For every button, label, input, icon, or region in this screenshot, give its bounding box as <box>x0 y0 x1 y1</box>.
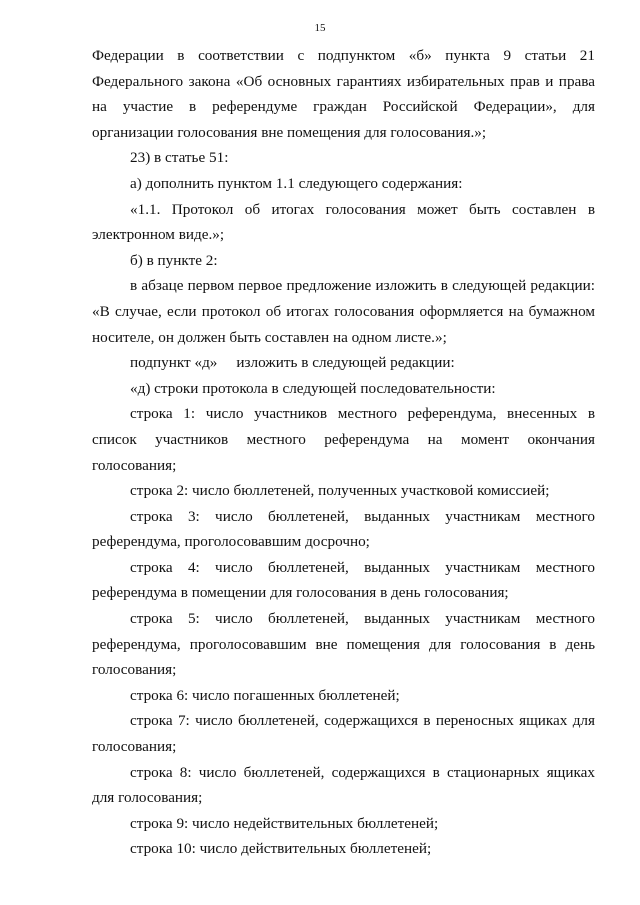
paragraph-13: строка 6: число погашенных бюллетеней; <box>130 686 400 704</box>
paragraph-3: «1.1. Протокол об итогах голосования может быть составлен в электронном виде.»; <box>92 200 595 244</box>
paragraph-15: строка 8: число бюллетеней, содержащихся в стационарных ящиках для голосования; <box>92 763 595 807</box>
paragraph-8: строка 1: число участников местного референдума, внесенных в список участников местного референдума на момент окончания голосования; <box>92 405 595 474</box>
paragraph-10: строка 3: число бюллетеней, выданных участникам местного референдума, проголосовавшим досрочно; <box>92 507 595 551</box>
paragraph-5: в абзаце первом первое предложение изложить в следующей редакции: «В случае, если протокол об итогах голосования оформляется на бумажном носителе, он должен быть составлен на одном листе.»; <box>92 277 595 346</box>
paragraph-0: Федерации в соответствии с подпунктом «б» пункта 9 статьи 21 Федерального закона «Об основных гарантиях избирательных прав и права на участие в референдуме граждан Российской Федерации», для организации голосования вне помещения для голосования.»; <box>92 47 595 141</box>
paragraph-9: строка 2: число бюллетеней, полученных участковой комиссией; <box>130 482 550 500</box>
paragraph-14: строка 7: число бюллетеней, содержащихся в переносных ящиках для голосования; <box>92 712 595 756</box>
page-number: 15 <box>314 22 326 34</box>
paragraph-1: 23) в статье 51: <box>130 149 229 167</box>
paragraph-4: б) в пункте 2: <box>130 251 218 269</box>
paragraph-16: строка 9: число недействительных бюллетеней; <box>130 814 439 832</box>
paragraph-11: строка 4: число бюллетеней, выданных участникам местного референдума в помещении для голосования в день голосования; <box>92 558 595 602</box>
body-text <box>92 43 595 862</box>
paragraph-17: строка 10: число действительных бюллетеней; <box>130 840 432 858</box>
paragraph-2: а) дополнить пунктом 1.1 следующего содержания: <box>130 174 463 192</box>
paragraph-6: подпункт «д» изложить в следующей редакции: <box>130 354 455 372</box>
paragraph-7: «д) строки протокола в следующей последовательности: <box>130 379 496 397</box>
paragraph-12: строка 5: число бюллетеней, выданных участникам местного референдума, проголосовавшим вне помещения для голосования в день голосования; <box>92 610 595 679</box>
